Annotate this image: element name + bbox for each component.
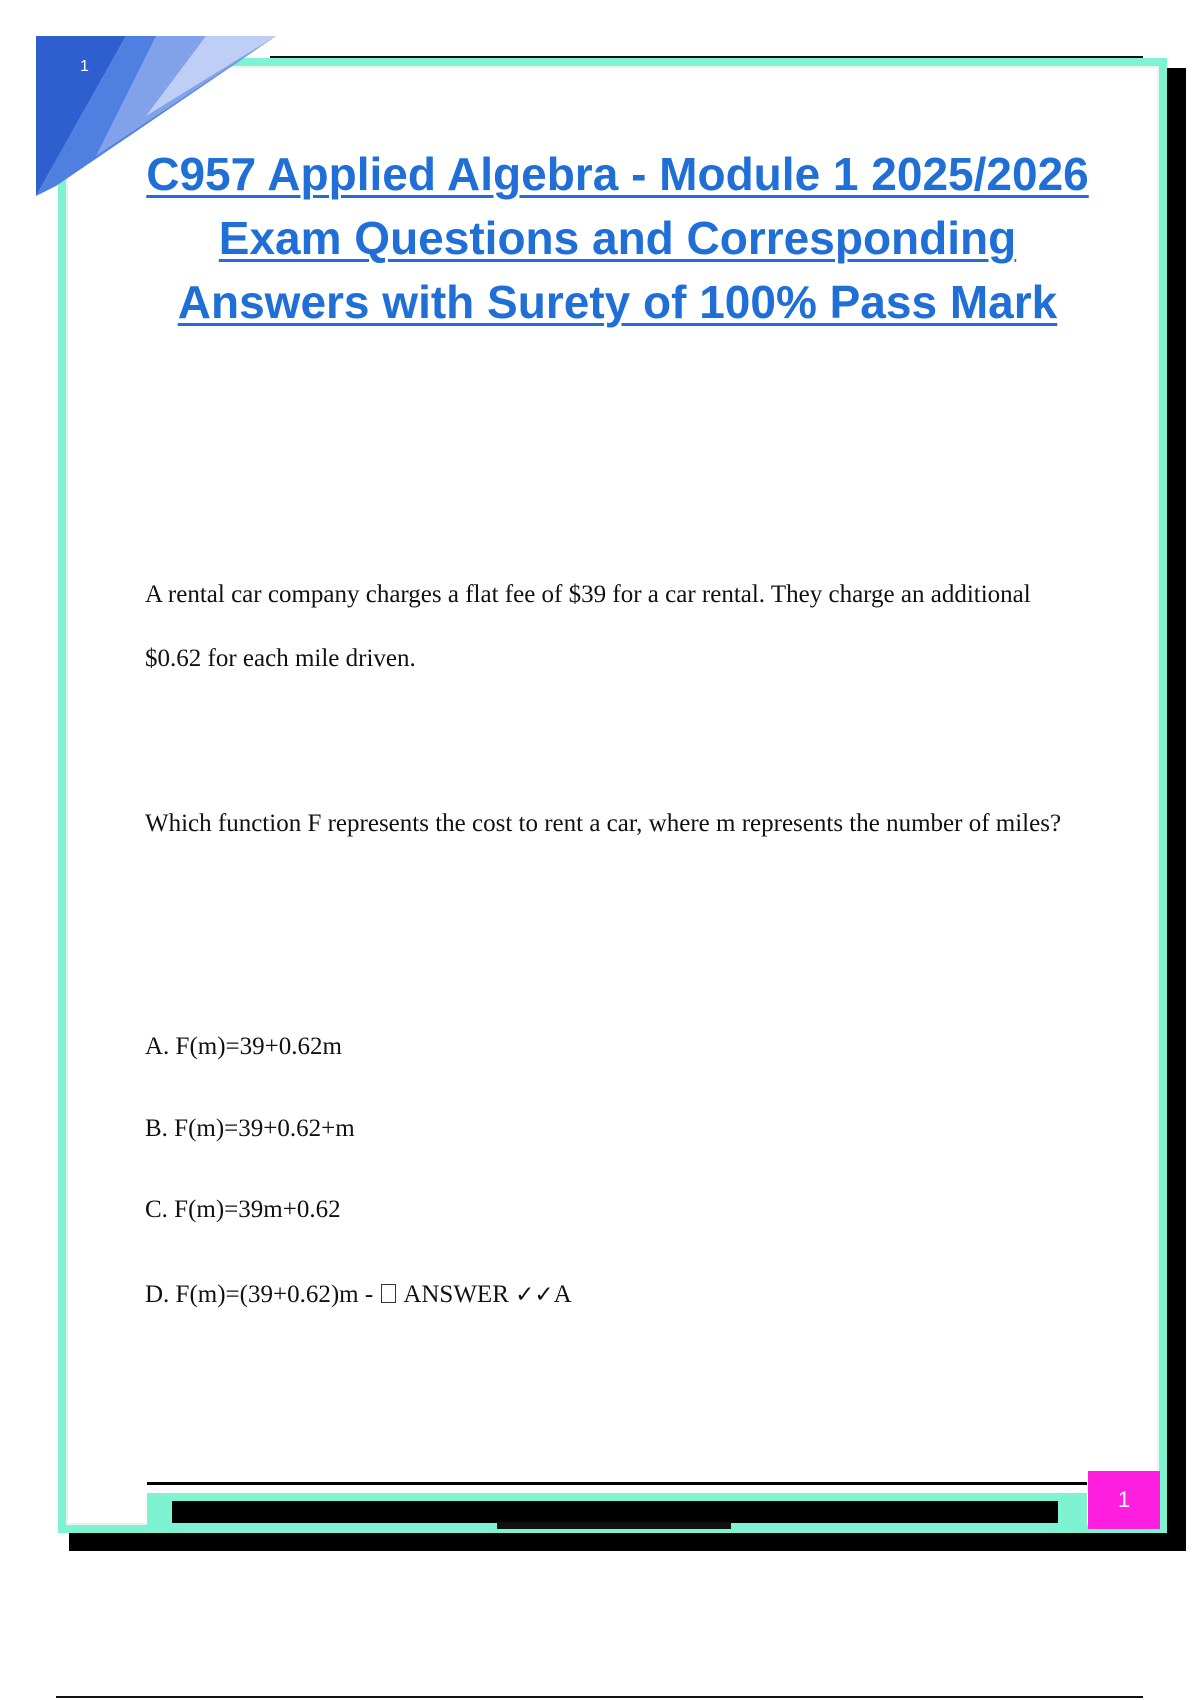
footer-rule [147,1482,1087,1485]
missing-glyph-box-icon [381,1284,396,1303]
question-stem-paragraph-2: Which function F represents the cost to rent a car, where m represents the number of miles? [145,810,1062,837]
page-number-badge: 1 [1088,1471,1160,1529]
footer-small-bar [497,1522,731,1529]
answer-value: A [553,1281,572,1308]
page-bottom-rule [56,1696,1143,1698]
option-c: C. F(m)=39m+0.62 [145,1196,341,1223]
answer-checkmarks-icon: ✓✓ [515,1282,554,1308]
option-d-text: D. F(m)=(39+0.62)m - [145,1281,380,1308]
option-b: B. F(m)=39+0.62+m [145,1115,355,1142]
document-title[interactable]: C957 Applied Algebra - Module 1 2025/2026 Exam Questions and Corresponding Answers with Surety of 100% Pass Mark [146,148,1089,328]
question-stem-paragraph-1: A rental car company charges a flat fee of $39 for a car rental. They charge an additional $0.62 for each mile driven. [145,581,1031,672]
option-a: A. F(m)=39+0.62m [145,1033,342,1060]
footer-black-bar [172,1501,1058,1523]
option-d [145,1281,572,1309]
corner-page-number: 1 [80,58,89,75]
answer-label: ANSWER [403,1281,509,1308]
